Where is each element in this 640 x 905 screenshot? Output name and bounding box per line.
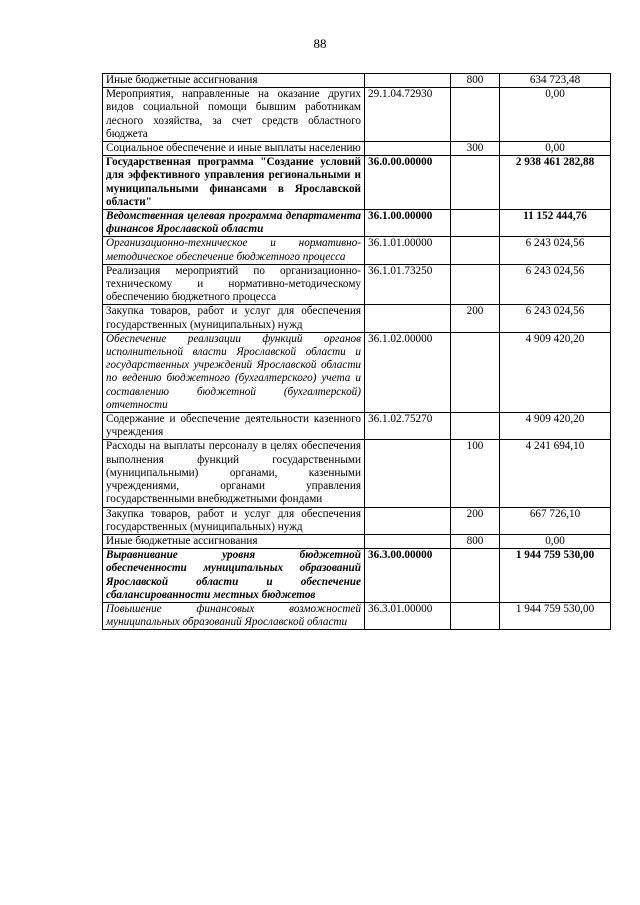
row-name: Организационно-техническое и нормативно-методическое обеспечение бюджетного процесса — [103, 237, 365, 264]
table-row — [103, 88, 611, 142]
row-expense-type: 800 — [451, 534, 500, 548]
row-name: Повышение финансовых возможностей муниципальных образований Ярославской области — [103, 602, 365, 629]
row-amount: 11 152 444,76 — [500, 210, 611, 237]
table-row — [103, 156, 611, 210]
row-amount: 0,00 — [500, 534, 611, 548]
row-expense-type — [451, 156, 500, 210]
table-row — [103, 549, 611, 603]
row-expense-type — [451, 237, 500, 264]
table-row — [103, 332, 611, 412]
row-expense-type: 200 — [451, 305, 500, 332]
row-code — [365, 305, 451, 332]
row-code: 36.3.00.00000 — [365, 549, 451, 603]
row-name: Иные бюджетные ассигнования — [103, 74, 365, 88]
row-code — [365, 507, 451, 534]
table-row — [103, 237, 611, 264]
row-expense-type — [451, 413, 500, 440]
row-amount: 0,00 — [500, 142, 611, 156]
row-amount: 0,00 — [500, 88, 611, 142]
row-name: Обеспечение реализации функций органов исполнительной власти Ярославской области и государственных учреждений Ярославской области по ведению бюджетного (бухгалтерского) учета и составлению бюджетной (бухгалтерской) отчетности — [103, 332, 365, 412]
row-code: 36.0.00.00000 — [365, 156, 451, 210]
table-row — [103, 534, 611, 548]
row-amount: 1 944 759 530,00 — [500, 549, 611, 603]
page-number: 88 — [313, 36, 327, 51]
table-row — [103, 602, 611, 629]
row-expense-type — [451, 264, 500, 305]
row-code — [365, 142, 451, 156]
row-code: 36.1.02.75270 — [365, 413, 451, 440]
table-row — [103, 264, 611, 305]
table-row — [103, 440, 611, 507]
row-amount: 6 243 024,56 — [500, 237, 611, 264]
row-name: Выравнивание уровня бюджетной обеспеченности муниципальных образований Ярославской области и обеспечение сбалансированности местных бюджетов — [103, 549, 365, 603]
row-code: 36.1.02.00000 — [365, 332, 451, 412]
row-expense-type — [451, 210, 500, 237]
row-name: Иные бюджетные ассигнования — [103, 534, 365, 548]
row-expense-type — [451, 549, 500, 603]
row-name: Закупка товаров, работ и услуг для обеспечения государственных (муниципальных) нужд — [103, 507, 365, 534]
table-row — [103, 74, 611, 88]
row-name: Содержание и обеспечение деятельности казенного учреждения — [103, 413, 365, 440]
row-amount: 4 909 420,20 — [500, 332, 611, 412]
row-name: Расходы на выплаты персоналу в целях обеспечения выполнения функций государственными (муниципальными) органами, казенными учреждениями, органами управления государственными внебюджетными фондами — [103, 440, 365, 507]
row-code — [365, 440, 451, 507]
row-name: Закупка товаров, работ и услуг для обеспечения государственных (муниципальных) нужд — [103, 305, 365, 332]
row-code: 36.1.01.73250 — [365, 264, 451, 305]
row-name: Государственная программа "Создание условий для эффективного управления региональными и муниципальными финансами в Ярославской области" — [103, 156, 365, 210]
budget-table-body — [103, 74, 611, 630]
row-amount: 634 723,48 — [500, 74, 611, 88]
row-expense-type: 200 — [451, 507, 500, 534]
table-row — [103, 210, 611, 237]
table-row — [103, 413, 611, 440]
row-code: 29.1.04.72930 — [365, 88, 451, 142]
row-expense-type: 800 — [451, 74, 500, 88]
row-code: 36.1.01.00000 — [365, 237, 451, 264]
table-row — [103, 305, 611, 332]
row-expense-type — [451, 332, 500, 412]
row-expense-type — [451, 88, 500, 142]
row-code: 36.1.00.00000 — [365, 210, 451, 237]
row-amount: 2 938 461 282,88 — [500, 156, 611, 210]
row-amount: 6 243 024,56 — [500, 264, 611, 305]
row-amount: 4 241 694,10 — [500, 440, 611, 507]
table-row — [103, 507, 611, 534]
row-name: Социальное обеспечение и иные выплаты населению — [103, 142, 365, 156]
row-amount: 4 909 420,20 — [500, 413, 611, 440]
row-name: Ведомственная целевая программа департамента финансов Ярославской области — [103, 210, 365, 237]
table-row — [103, 142, 611, 156]
row-expense-type: 100 — [451, 440, 500, 507]
budget-table — [102, 73, 611, 630]
row-code — [365, 534, 451, 548]
row-name: Мероприятия, направленные на оказание других видов социальной помощи бывшим работникам лесного хозяйства, за счет средств областного бюджета — [103, 88, 365, 142]
row-expense-type: 300 — [451, 142, 500, 156]
row-expense-type — [451, 602, 500, 629]
row-amount: 667 726,10 — [500, 507, 611, 534]
row-code: 36.3.01.00000 — [365, 602, 451, 629]
row-amount: 6 243 024,56 — [500, 305, 611, 332]
row-amount: 1 944 759 530,00 — [500, 602, 611, 629]
row-code — [365, 74, 451, 88]
row-name: Реализация мероприятий по организационно-техническому и нормативно-методическому обеспечению бюджетного процесса — [103, 264, 365, 305]
